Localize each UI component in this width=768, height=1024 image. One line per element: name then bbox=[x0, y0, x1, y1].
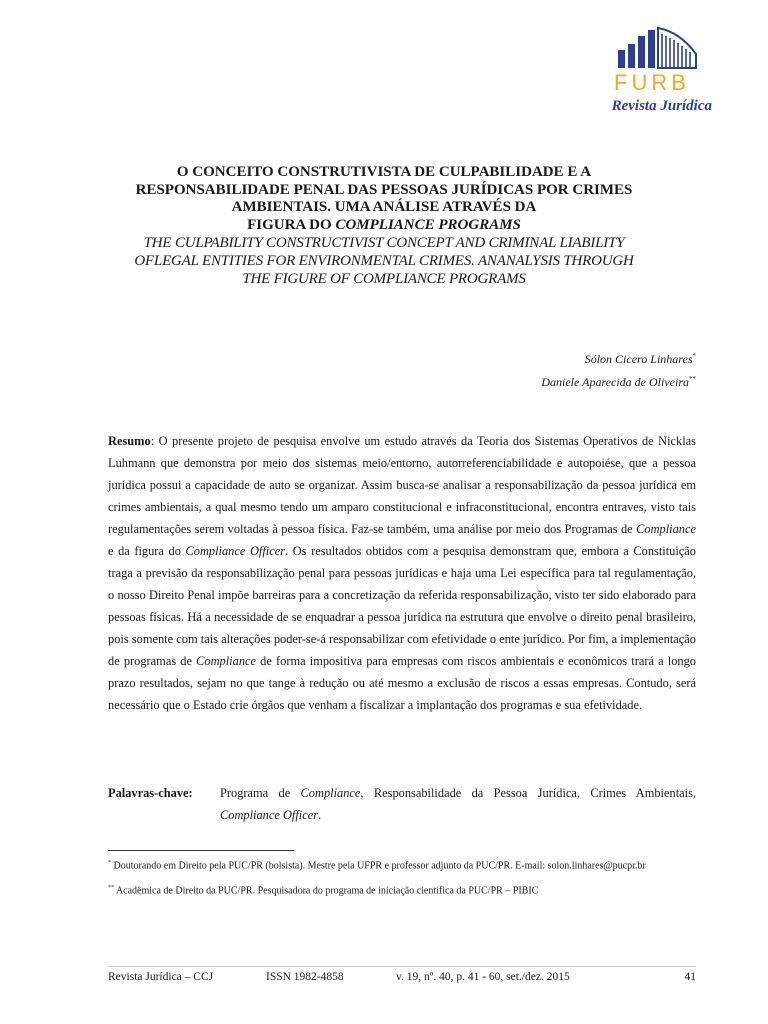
title-pt-emphasis: COMPLIANCE PROGRAMS bbox=[335, 216, 521, 233]
footnote-marker: ** bbox=[108, 885, 114, 892]
keywords-prefix: Programa de bbox=[220, 786, 301, 800]
abstract-emphasis: Compliance bbox=[636, 522, 696, 536]
authors bbox=[541, 346, 696, 392]
footer-issn: ISSN 1982-4858 bbox=[266, 971, 344, 983]
logo-subtitle: Revista Jurídica bbox=[611, 98, 712, 114]
footnote-1 bbox=[108, 856, 696, 873]
abstract-text: e da figura do bbox=[108, 544, 186, 558]
abstract-text: . Os resultados obtidos com a pesquisa demonstram que, embora a Constituição traga a previsão da responsabilização penal para pessoas jurídicas e haja uma Lei específica para tal regulamentação, o nosso Direito Penal impõe barreiras para a concretização da referida responsabilização, visto ter sido elaborado para pessoas físicas. Há a necessidade de se enquadrar a pessoa jurídica na estrutura que envolve o direito penal brasileiro, pois somente com tais alterações poder-se-á responsabilizar com efetividade o ente jurídico. Por fim, a implementação de programas de bbox=[108, 544, 697, 668]
author-name: Daniele Aparecida de Oliveira bbox=[541, 375, 689, 389]
author-1 bbox=[541, 346, 696, 369]
abstract-emphasis: Compliance bbox=[196, 654, 257, 668]
keywords-text bbox=[220, 782, 696, 826]
logo-name: FURB bbox=[614, 70, 690, 95]
abstract-label: Resumo bbox=[108, 434, 151, 448]
keywords-colon: : bbox=[188, 786, 193, 800]
keywords-middle: , Responsabilidade da Pessoa Jurídica, Crimes Ambientais, bbox=[360, 786, 696, 800]
page-number: 41 bbox=[684, 971, 696, 983]
page-footer bbox=[108, 966, 696, 983]
article-title bbox=[108, 164, 660, 288]
footer-journal: Revista Jurídica – CCJ bbox=[108, 971, 214, 983]
abstract-emphasis: Compliance Officer bbox=[185, 544, 286, 558]
footnote-marker: * bbox=[108, 860, 111, 866]
title-en-line-1: THE CULPABILITY CONSTRUCTIVIST CONCEPT AND CRIMINAL LIABILITY bbox=[143, 235, 625, 251]
title-en-line-3: THE FIGURE OF COMPLIANCE PROGRAMS bbox=[242, 271, 526, 287]
abstract-text: de forma impositiva para empresas com riscos ambientais e econômicos trará a longo prazo resultados, sejam no que tange à redução ou até mesmo a exclusão de riscos a essas empresas. Contudo, será necessário que o Estado crie órgãos que venham a fiscalizar a implantação dos programas e sua efetividade. bbox=[108, 654, 696, 712]
title-pt-line-4 bbox=[108, 217, 660, 235]
title-pt-line-2: RESPONSABILIDADE PENAL DAS PESSOAS JURÍDICAS POR CRIMES bbox=[135, 181, 633, 198]
footnote-marker: ** bbox=[689, 375, 696, 383]
author-name: Sólon Cicero Linhares bbox=[584, 352, 693, 366]
footnote-2 bbox=[108, 881, 696, 898]
title-pt-line-1: O CONCEITO CONSTRUTIVISTA DE CULPABILIDADE E A bbox=[176, 164, 592, 180]
footnote-text: Doutorando em Direito pela PUC/PR (bolsista). Mestre pela UFPR e professor adjunto da PUC/PR. E-mail: solon.linhares@pucpr.br bbox=[111, 860, 646, 872]
keywords-label: Palavras-chave bbox=[108, 786, 189, 800]
footnote-divider bbox=[108, 850, 294, 851]
abstract bbox=[108, 430, 696, 716]
title-pt-line-3: AMBIENTAIS. UMA ANÁLISE ATRAVÉS DA bbox=[231, 199, 537, 215]
abstract-text: : O presente projeto de pesquisa envolve um estudo através da Teoria dos Sistemas Operativos de Nicklas Luhmann que demonstra por meio dos sistemas meio/entorno, autorreferenciabilidade e autopoiése, que a pessoa jurídica possui a capacidade de auto se organizar. Assim busca-se analisar a responsabilização da pessoa jurídica em crimes ambientais, a qual mesmo tendo um amparo constitucional e infraconstitucional, encontra entraves, visto tais regulamentações serem voltadas à pessoa física. Faz-se também, uma análise por meio dos Programas de bbox=[108, 434, 696, 536]
title-pt-prefix: FIGURA DO bbox=[247, 216, 336, 233]
keywords-emphasis: Compliance Officer bbox=[220, 808, 319, 822]
footnotes bbox=[108, 856, 696, 907]
keywords-end: . bbox=[318, 808, 322, 822]
keywords-label-wrap bbox=[108, 782, 193, 804]
title-en-line-2: OFLEGAL ENTITIES FOR ENVIRONMENTAL CRIMES. ANANALYSIS THROUGH bbox=[134, 253, 634, 269]
footnote-text: Acadêmica de Direito da PUC/PR. Pesquisadora do programa de iniciação científica da PUC/PR – PIBIC bbox=[114, 885, 539, 897]
footer-volume: v. 19, nº. 40, p. 41 - 60, set./dez. 2015 bbox=[396, 971, 570, 983]
author-2 bbox=[541, 369, 696, 392]
keywords-emphasis: Compliance bbox=[300, 786, 361, 800]
logo-bars-icon bbox=[600, 24, 704, 72]
furb-logo bbox=[592, 24, 712, 120]
footnote-marker: * bbox=[692, 352, 696, 360]
